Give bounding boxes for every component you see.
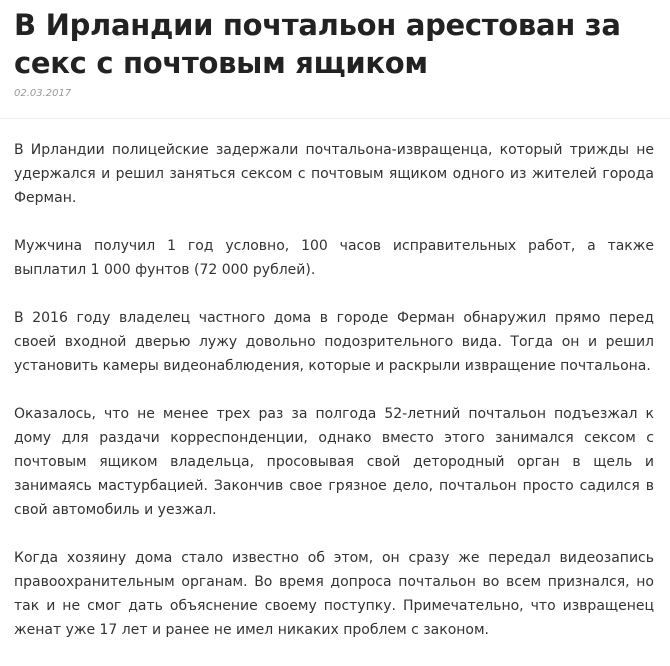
divider	[0, 118, 670, 119]
article-paragraph: В Ирландии полицейские задержали почтальона-извращенца, который трижды не удержался и решил заняться сексом с почтовым ящиком одного из жителей города Ферман.	[14, 142, 654, 206]
article-paragraph: Когда хозяину дома стало известно об этом, он сразу же передал видеозапись правоохранительным органам. Во время допроса почтальон во всем признался, но так и не смог дать объяснение своему поступку. Примечательно, что извращенец женат уже 17 лет и ранее не имел никаких проблем с законом.	[14, 550, 654, 638]
article-body	[14, 138, 654, 666]
article-paragraph: Мужчина получил 1 год условно, 100 часов исправительных работ, а также выплатил 1 000 фунтов (72 000 рублей).	[14, 238, 654, 278]
article-paragraph: Оказалось, что не менее трех раз за полгода 52-летний почтальон подъезжал к дому для раздачи корреспонденции, однако вместо этого занимался сексом с почтовым ящиком владельца, просовывая свой детородный орган в щель и занимаясь мастурбацией. Закончив свое грязное дело, почтальон просто садился в свой автомобиль и уезжал.	[14, 406, 654, 518]
article-paragraph: В 2016 году владелец частного дома в городе Ферман обнаружил прямо перед своей входной дверью лужу довольно подозрительного вида. Тогда он и решил установить камеры видеонаблюдения, которые и раскрыли извращение почтальона.	[14, 310, 654, 374]
article-title: В Ирландии почтальон арестован за секс с почтовым ящиком	[14, 8, 621, 80]
article-date: 02.03.2017	[14, 88, 72, 99]
